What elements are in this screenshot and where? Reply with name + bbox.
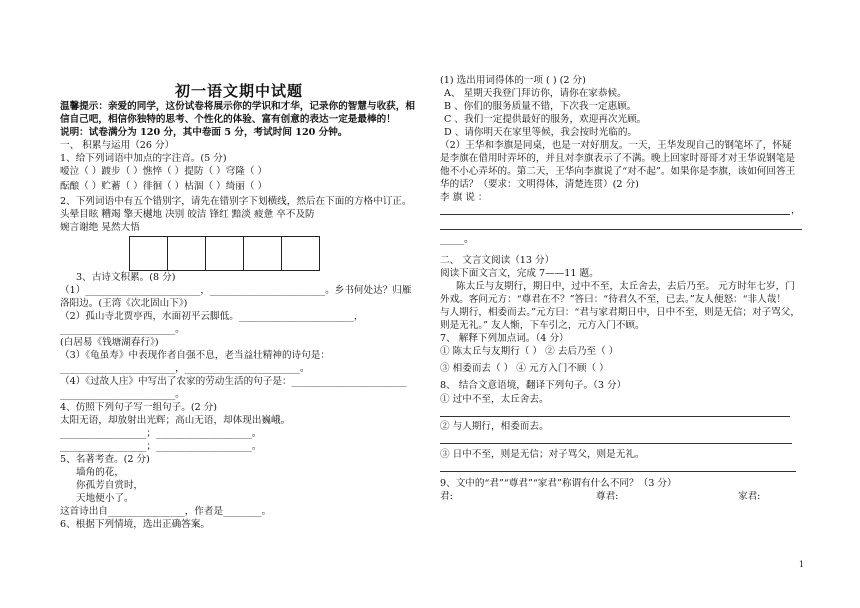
passage-line-1: 陈太丘与友期行，期日中，过中不至，太丘舍去，去后乃至。 元方时年七岁，门 <box>456 281 795 292</box>
question-6: 6、根据下列情境，选出正确答案。 <box>60 519 211 530</box>
question-8-2: ② 与人期行，相委而去。 <box>440 421 549 432</box>
option-b: B 、你们的服务质量不错，下次我一定惠顾。 <box>444 101 637 112</box>
poem-line-1: 墙角的花， <box>76 467 124 478</box>
question-6-2-line-4: 华的话？（要求：文明得体，清楚连贯）(2 分) <box>440 179 639 190</box>
exam-note: 说明：试卷满分为 120 分，其中卷面 5 分，考试时间 120 分钟。 <box>60 127 348 138</box>
question-6-2-line-2: 是李旗在借用时弄坏的，并且对李旗表示了不满。晚上回家时哥哥才对王华说钢笔是 <box>440 153 795 164</box>
question-5: 5、名著考查。(2 分) <box>60 454 150 465</box>
question-8-3: ③ 日中不至，则是无信；对子骂父，则是无礼。 <box>440 449 645 460</box>
option-d: D 、请你明天在家里等候，我会按时光临的。 <box>444 127 638 138</box>
answer-end: _____。 <box>440 234 474 245</box>
question-3-3b: ________________________，________________________。 <box>60 363 310 374</box>
question-4-blank-2: __________________；____________________。 <box>60 441 262 452</box>
question-9-zunjun: 尊君: <box>596 491 619 502</box>
question-7-row-1: ① 陈太丘与友期行（ ） ② 去后乃至（ ） <box>440 346 619 357</box>
question-3-2b: ________________________。 <box>60 324 185 335</box>
warm-tip-2: 信自己吧，相信你独特的思考、个性化的体验、富有创意的表达一定是最棒的！ <box>60 114 396 125</box>
passage-line-2: 外戏。客问元方：“尊君在不？”答曰：“待君久不至，已去。”友人便怒：“非人哉！ <box>440 294 786 305</box>
page-number: 1 <box>798 560 804 569</box>
question-4-example: 太阳无语，却放射出光辉；高山无语，却体现出巍峨。 <box>60 415 291 426</box>
correction-box[interactable] <box>205 236 244 271</box>
answer-line <box>440 214 790 215</box>
question-8-1: ① 过中不至，太丘舍去。 <box>440 394 549 405</box>
question-3-2c: (白居易《钱塘湖春行》) <box>60 337 159 348</box>
question-4-blank-1: __________________；____________________。 <box>60 428 262 439</box>
question-3-4b: ________________________。 <box>60 389 185 400</box>
question-7-row-2: ③ 相委而去（ ） ④ 元方入门不顾（ ） <box>440 363 609 374</box>
question-9-jiajun: 家君: <box>738 491 761 502</box>
warm-tip: 温馨提示：亲爱的同学，这份试卷将展示你的学识和才华，记录你的智慧与收获，相 <box>60 101 415 112</box>
correction-grid <box>130 236 320 271</box>
answer-comma: ， <box>791 205 801 216</box>
answer-line <box>440 443 792 444</box>
question-5-source: 这首诗出自________________，作者是________。 <box>60 506 272 517</box>
poem-line-2: 你孤芳自赏时， <box>76 480 144 491</box>
question-4: 4、仿照下列句子写一组句子。(2 分) <box>60 402 218 413</box>
question-8: 8、 结合文意语境，翻译下列句子。（3 分） <box>440 380 627 391</box>
question-2: 2、下列词语中有五个错别字，请先在错别字下划横线，然后在下面的方格中订正。 <box>60 196 412 207</box>
page-title: 初一语文期中试题 <box>175 82 304 100</box>
li-qi-says: 李 旗 说 ： <box>440 192 488 203</box>
passage-line-3: 与人期行，相委而去。”元方曰：“君与家君期日中，日中不至，则是无信；对子骂父， <box>440 307 800 318</box>
correction-box[interactable] <box>167 236 206 271</box>
question-9-jun: 君: <box>440 491 453 502</box>
answer-line <box>440 471 796 472</box>
question-1-row-1: 嗳泣（ ）踱步（ ）憔悴（ ）提防（ ）穹隆（ ） <box>60 166 268 177</box>
section-1-heading: 一、 积累与运用（26 分） <box>60 140 175 151</box>
passage-line-4: 则是无礼。” 友人惭，下车引之，元方入门不顾。 <box>440 320 645 331</box>
question-1-row-2: 酝酿（ ）贮蓄（ ）徘徊（ ）枯涸（ ）绮丽（ ） <box>60 181 268 192</box>
answer-line <box>440 229 802 230</box>
question-3-2a: （2）孤山寺北贾亭西，水面初平云脚低。________________________， <box>60 311 364 322</box>
question-7: 7、 解释下列加点词。（4 分） <box>440 333 569 344</box>
question-3-1b: 洛阳边。(王湾《次北固山下》) <box>60 298 188 309</box>
question-2-words-1: 头晕目眩 糟竭 擎天樾地 决别 皎洁 锋红 黯淡 疲惫 卒不及防 <box>60 209 315 220</box>
question-6-2-line-1: （2）王华和李旗是同桌，也是一对好朋友。一天，王华发现自己的钢笔坏了，怀疑 <box>440 140 792 151</box>
option-c: C 、我们一定提供最好的服务，欢迎再次光顾。 <box>444 114 647 125</box>
option-a: A、 星期天我登门拜访你，请你在家恭候。 <box>444 88 627 99</box>
correction-box[interactable] <box>129 236 168 271</box>
question-3: 3、古诗文积累。(8 分) <box>76 272 176 283</box>
question-9: 9、文中的“君”“尊君”“家君”称谓有什么不同？（3 分） <box>440 478 677 489</box>
question-1: 1、给下列词语中加点的字注音。(5 分) <box>60 153 227 164</box>
question-6-2-line-3: 他不小心弄坏的。第二天，王华向李旗说了“对不起”。如果你是李旗，该如何回答王 <box>440 166 796 177</box>
section-2-heading: 二、 文言文阅读（13 分） <box>440 255 555 266</box>
correction-box[interactable] <box>281 236 320 271</box>
question-3-1a: （1）________________________，________________________。乡书何处达？归雁 <box>60 285 412 296</box>
question-2-words-2: 婉言谢绝 晃然大悟 <box>60 222 140 233</box>
question-3-3a: （3）《龟虽寿》中表现作者自强不息，老当益壮精神的诗句是： <box>60 350 330 361</box>
answer-line <box>440 416 790 417</box>
correction-box[interactable] <box>243 236 282 271</box>
poem-line-3: 天地便小了。 <box>76 493 134 504</box>
reading-instruction: 阅读下面文言文，完成 7——11 题。 <box>440 268 599 279</box>
question-6-1: (1) 选出用词得体的一项 ( ) (2 分) <box>440 75 586 86</box>
question-3-4a: （4）《过故人庄》中写出了农家的劳动生活的句子是：________________________ <box>60 376 407 387</box>
